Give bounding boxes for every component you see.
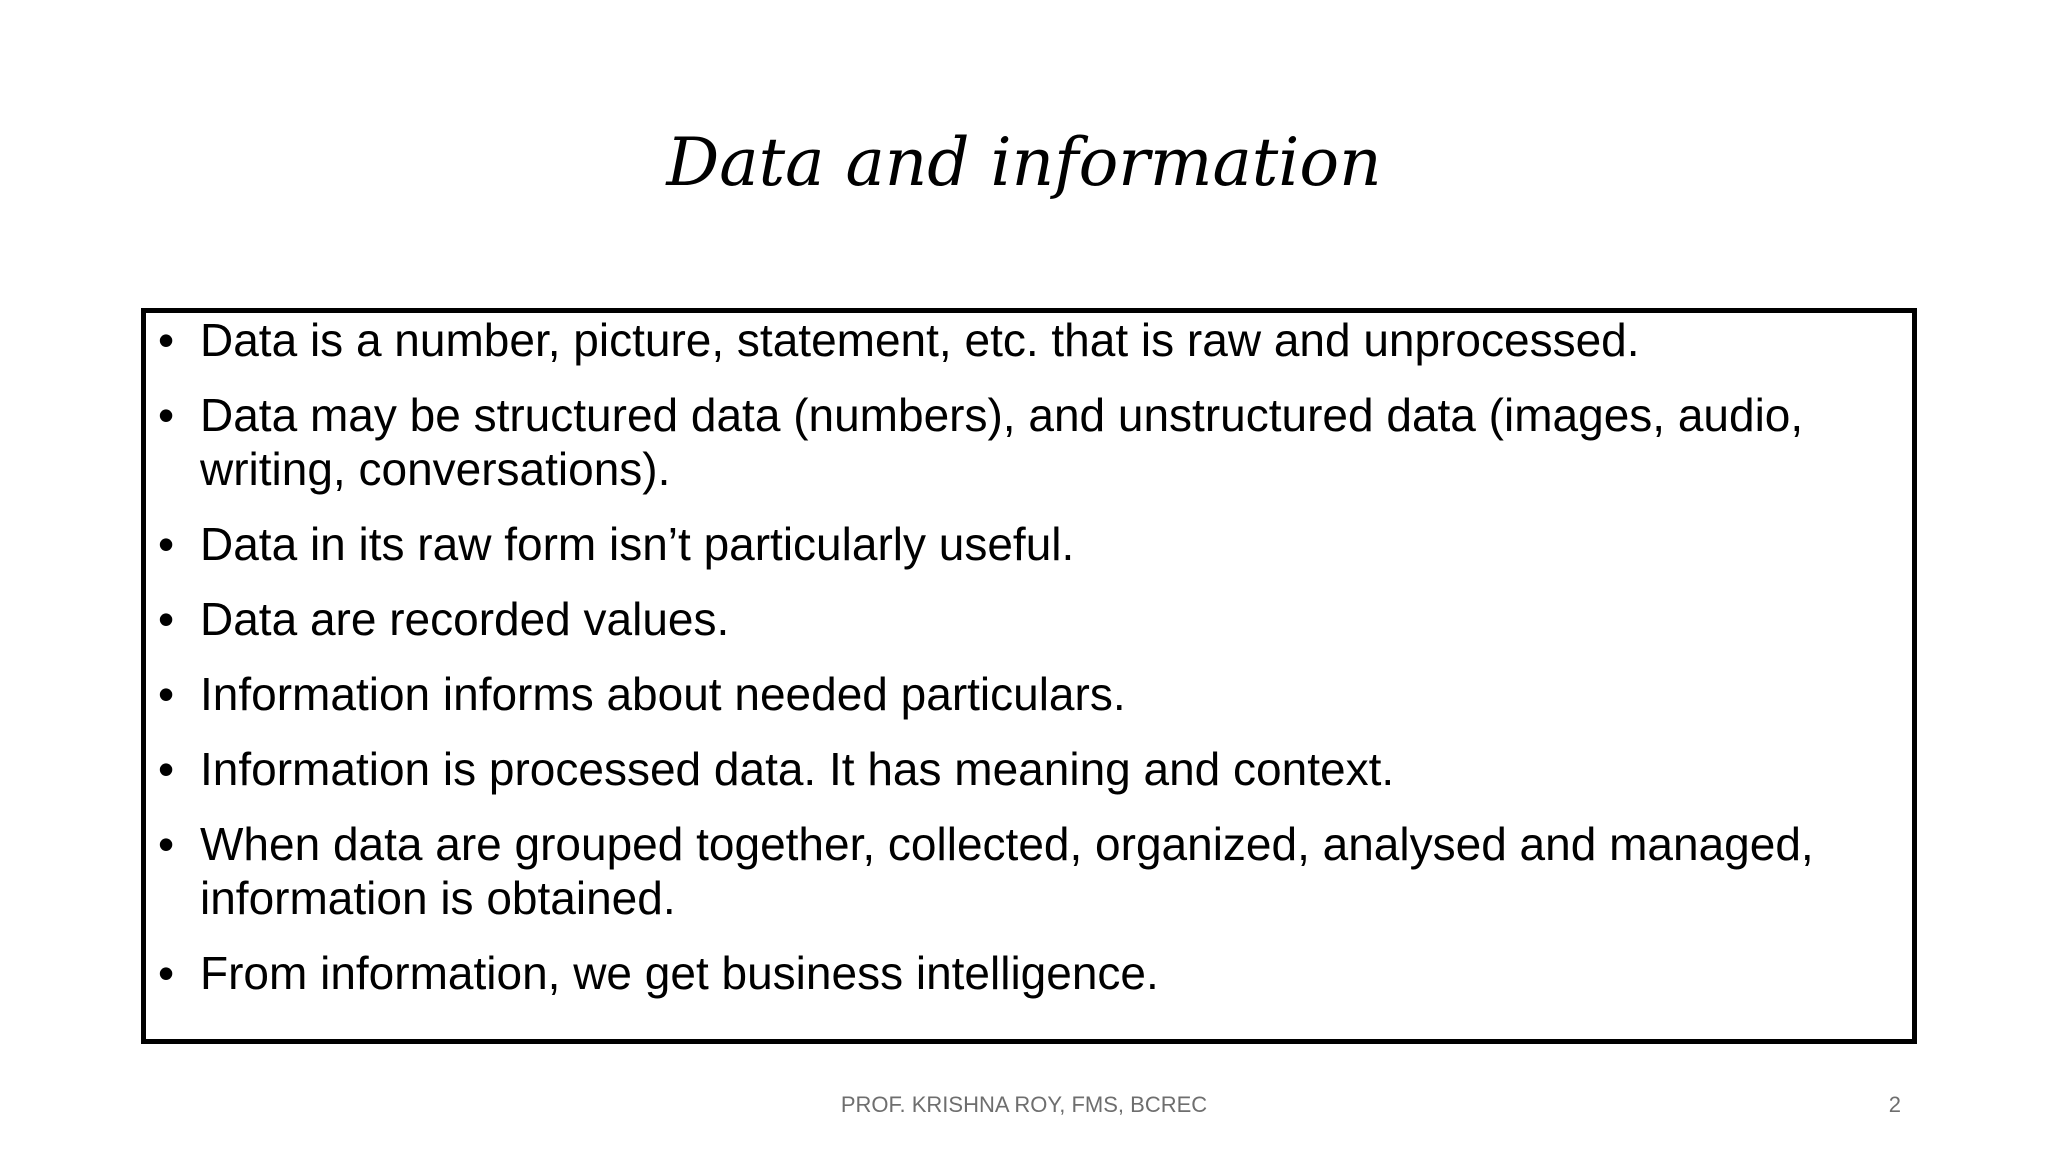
slide-title: Data and information — [666, 124, 1382, 201]
bullet-dot-icon: • — [158, 668, 175, 720]
bullet-item — [158, 742, 1892, 796]
bullet-dot-icon: • — [158, 518, 175, 570]
bullet-text: Data in its raw form isn’t particularly useful. — [200, 518, 1075, 570]
bullet-text: Data may be structured data (numbers), and unstructured data (images, audio, writing, conversations). — [200, 389, 1804, 495]
bullet-text: Information is processed data. It has meaning and context. — [200, 743, 1395, 795]
bullet-item — [158, 388, 1892, 496]
bullet-dot-icon: • — [158, 593, 175, 645]
bullet-item — [158, 667, 1892, 721]
bullet-item — [158, 517, 1892, 571]
bullet-dot-icon: • — [158, 389, 175, 441]
slide-footer: PROF. KRISHNA ROY, FMS, BCREC — [840, 1092, 1208, 1117]
content-box — [141, 308, 1917, 1044]
bullet-dot-icon: • — [158, 947, 175, 999]
bullet-list — [158, 313, 1892, 1000]
bullet-text: Data is a number, picture, statement, etc. that is raw and unprocessed. — [200, 314, 1640, 366]
bullet-dot-icon: • — [158, 743, 175, 795]
bullet-text: From information, we get business intelligence. — [200, 947, 1159, 999]
bullet-text: Information informs about needed particulars. — [200, 668, 1126, 720]
bullet-item — [158, 817, 1892, 925]
bullet-item — [158, 313, 1892, 367]
bullet-item — [158, 946, 1892, 1000]
bullet-dot-icon: • — [158, 818, 175, 870]
bullet-text: Data are recorded values. — [200, 593, 730, 645]
bullet-item — [158, 592, 1892, 646]
bullet-text: When data are grouped together, collected, organized, analysed and managed, information is obtained. — [200, 818, 1814, 924]
bullet-dot-icon: • — [158, 314, 175, 366]
page-number: 2 — [1888, 1092, 1901, 1117]
